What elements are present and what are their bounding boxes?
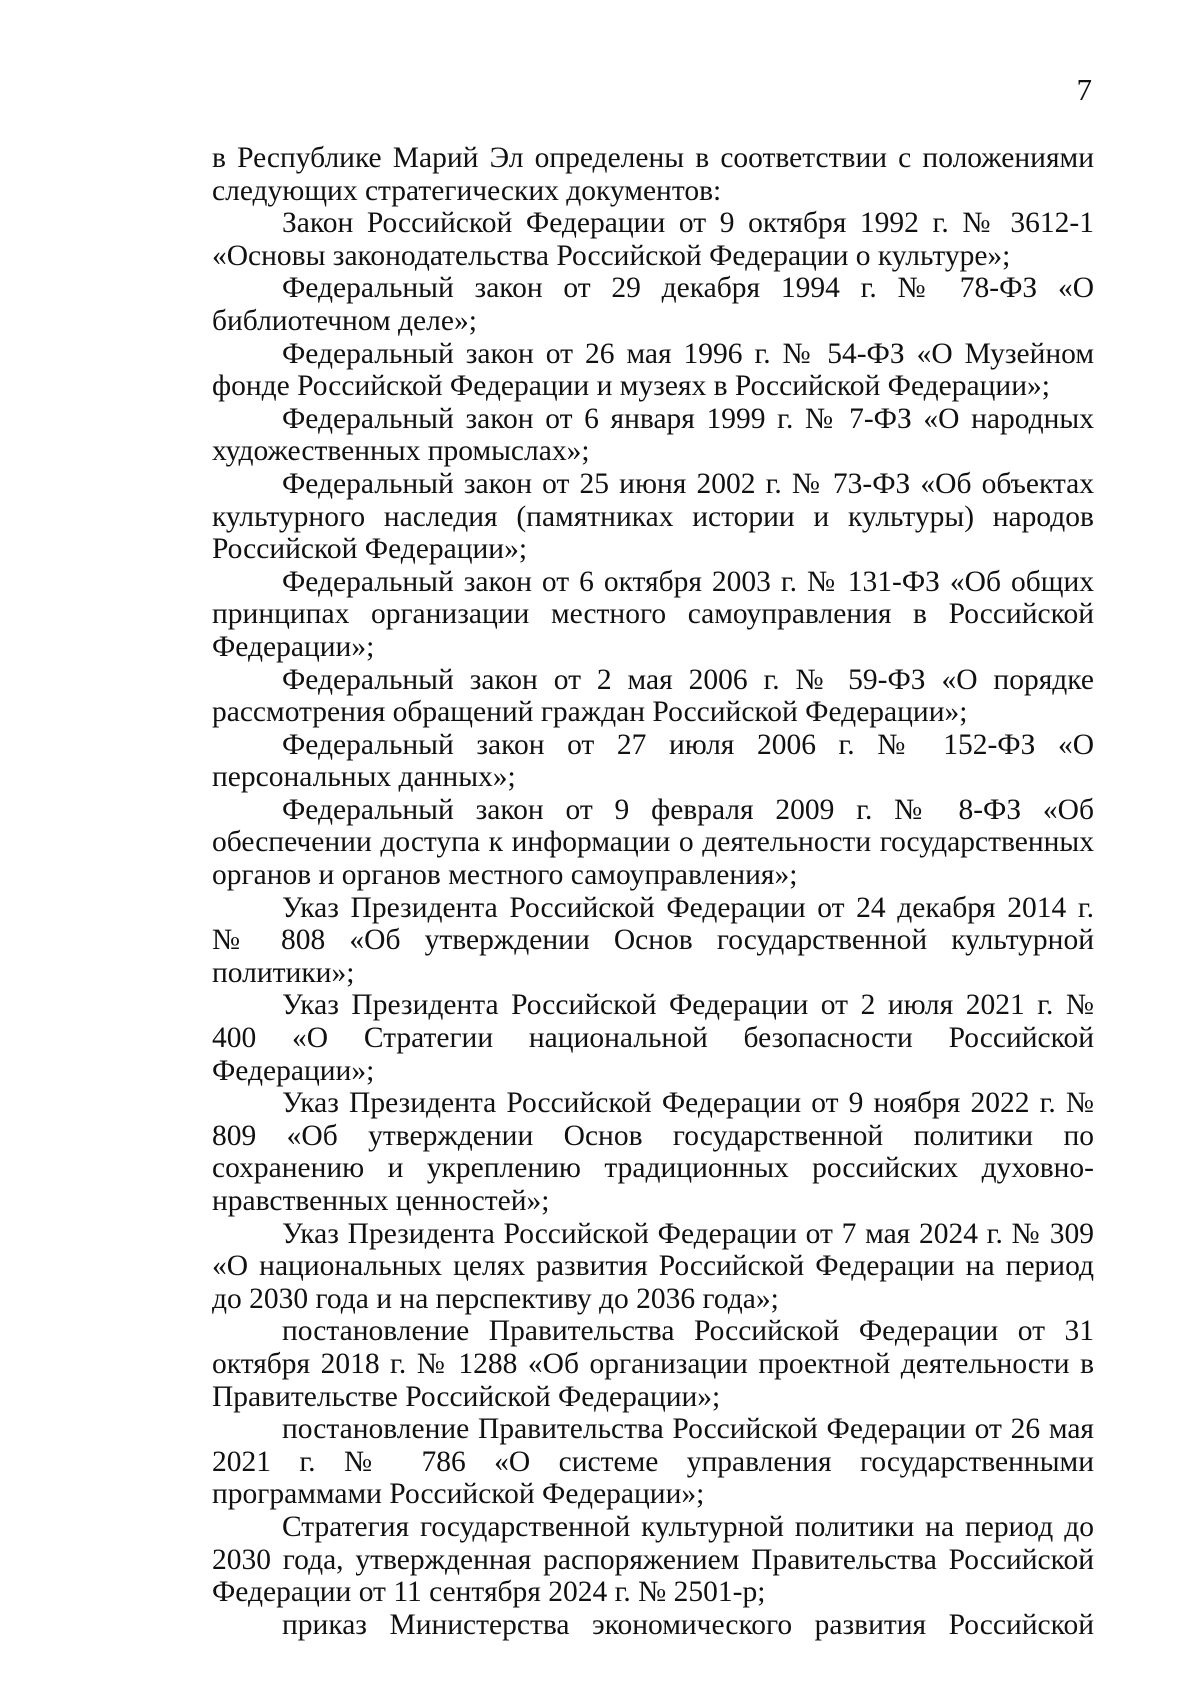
document-body — [212, 142, 1094, 1641]
paragraph: постановление Правительства Российской Федерации от 26 мая 2021 г. № 786 «О системе управления государственными программами Российской Федерации»; — [212, 1413, 1094, 1511]
paragraph: в Республике Марий Эл определены в соответствии с положениями следующих стратегических документов: — [212, 142, 1094, 207]
paragraph: Указ Президента Российской Федерации от 24 декабря 2014 г. № 808 «Об утверждении Основ государственной культурной политики»; — [212, 891, 1094, 989]
paragraph: Указ Президента Российской Федерации от 2 июля 2021 г. № 400 «О Стратегии национальной безопасности Российской Федерации»; — [212, 989, 1094, 1087]
paragraph: Указ Президента Российской Федерации от 7 мая 2024 г. № 309 «О национальных целях развития Российской Федерации на период до 2030 года и на перспективу до 2036 года»; — [212, 1217, 1094, 1315]
paragraph: Указ Президента Российской Федерации от 9 ноября 2022 г. № 809 «Об утверждении Основ государственной политики по сохранению и укреплению традиционных российских духовно-нравственных ценностей»; — [212, 1087, 1094, 1217]
paragraph: Федеральный закон от 2 мая 2006 г. № 59-ФЗ «О порядке рассмотрения обращений граждан Российской Федерации»; — [212, 663, 1094, 729]
paragraph: Федеральный закон от 26 мая 1996 г. № 54-ФЗ «О Музейном фонде Российской Федерации и музеях в Российской Федерации»; — [212, 337, 1094, 403]
page-number: 7 — [1076, 72, 1092, 107]
paragraph: Федеральный закон от 25 июня 2002 г. № 73-ФЗ «Об объектах культурного наследия (памятниках истории и культуры) народов Российской Федерации»; — [212, 467, 1094, 566]
paragraph: Федеральный закон от 6 октября 2003 г. № 131-ФЗ «Об общих принципах организации местного самоуправления в Российской Федерации»; — [212, 565, 1094, 663]
paragraph: Федеральный закон от 29 декабря 1994 г. № 78-ФЗ «О библиотечном деле»; — [212, 272, 1094, 337]
paragraph: Федеральный закон от 6 января 1999 г. № 7-ФЗ «О народных художественных промыслах»; — [212, 402, 1094, 468]
paragraph: приказ Министерства экономического развития Российской — [282, 1608, 1094, 1641]
paragraph: Федеральный закон от 9 февраля 2009 г. № 8-ФЗ «Об обеспечении доступа к информации о деятельности государственных органов и органов местного самоуправления»; — [212, 793, 1094, 892]
paragraph: Закон Российской Федерации от 9 октября 1992 г. № 3612-1 «Основы законодательства Российской Федерации о культуре»; — [212, 207, 1094, 272]
paragraph: Стратегия государственной культурной политики на период до 2030 года, утвержденная распоряжением Правительства Российской Федерации от 11 сентября 2024 г. № 2501-р; — [212, 1510, 1094, 1609]
paragraph: постановление Правительства Российской Федерации от 31 октября 2018 г. № 1288 «Об организации проектной деятельности в Правительстве Российской Федерации»; — [212, 1315, 1094, 1413]
paragraph: Федеральный закон от 27 июля 2006 г. № 152-ФЗ «О персональных данных»; — [212, 728, 1094, 794]
